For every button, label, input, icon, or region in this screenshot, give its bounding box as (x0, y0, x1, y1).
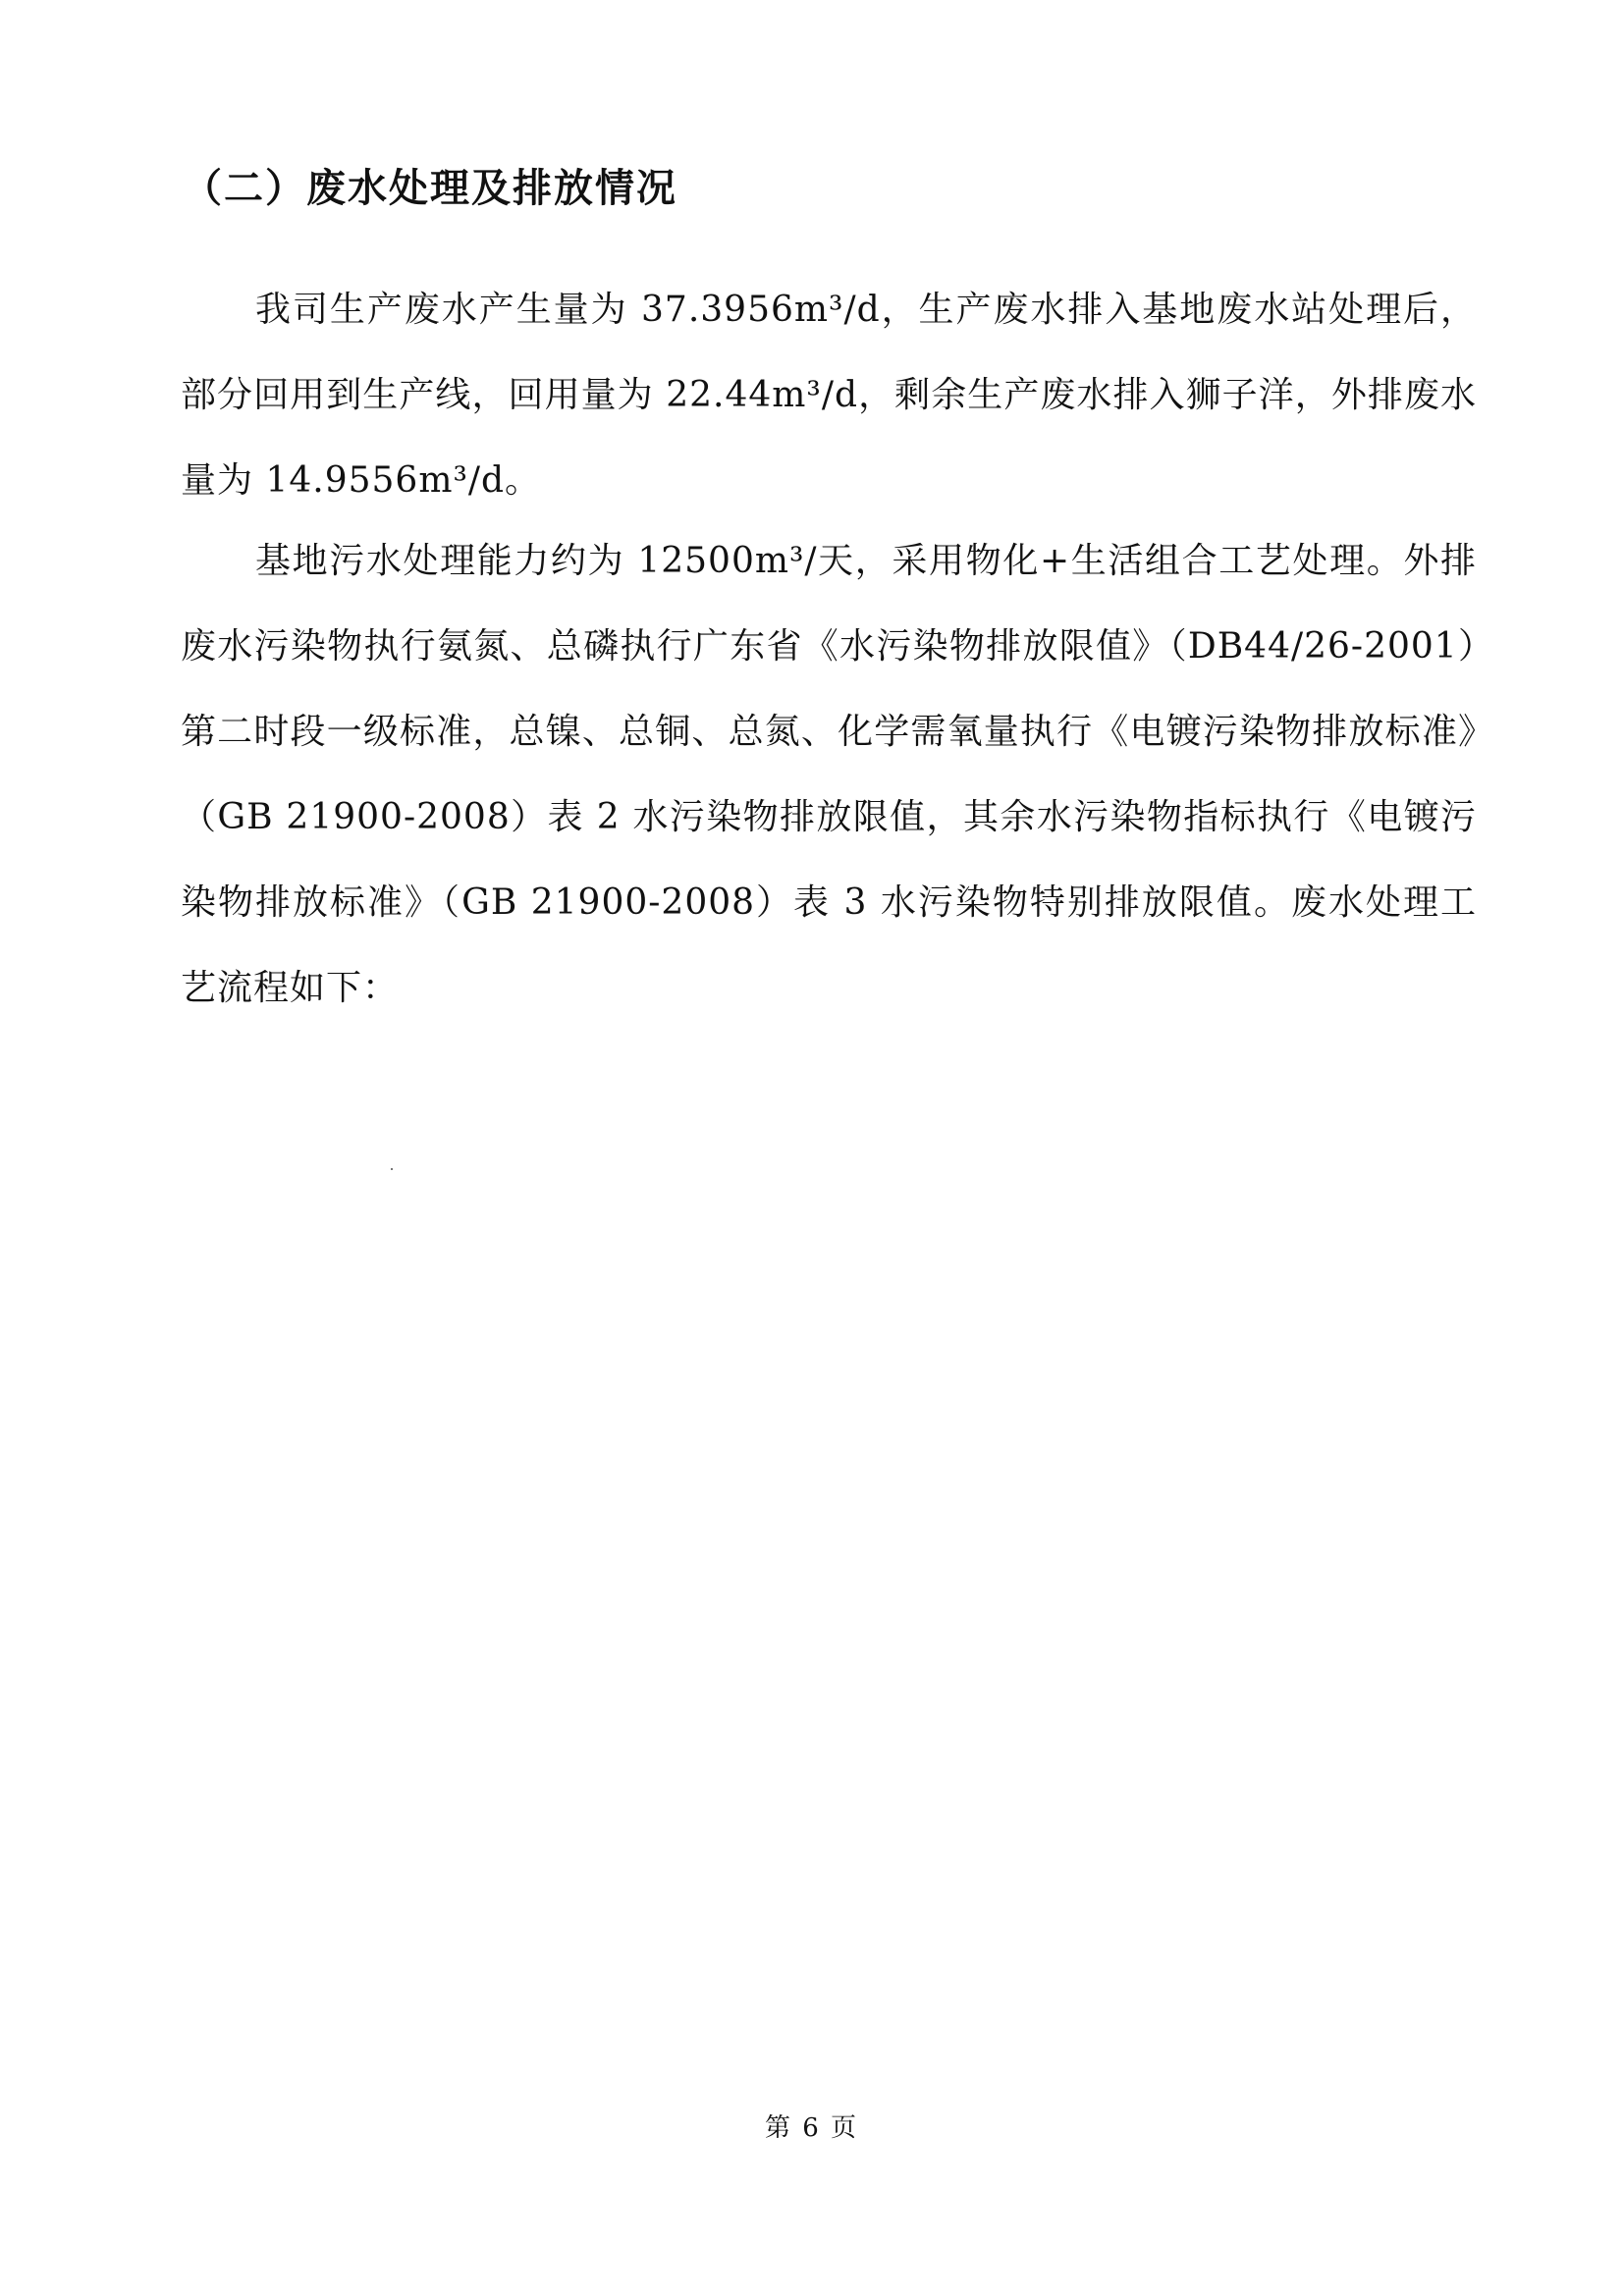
page-number-footer: 第 6 页 (764, 2113, 859, 2143)
scan-speck (391, 1168, 393, 1170)
section-heading: （二）废水处理及排放情况 (183, 166, 677, 211)
paragraph-treatment-standards: 基地污水处理能力约为 12500m³/天，采用物化+生活组合工艺处理。外排废水污染物执行氨氮、总磷执行广东省《水污染物排放限值》（DB44/26-2001）第二时段一级标准，总镍、总铜、总氮、化学需氧量执行《电镀污染物排放标准》（GB 21900-2008）表 2 水污染物排放限值，其余水污染物指标执行《电镀污染物排放标准》（GB 21900-2008）表 3 水污染物特别排放限值。废水处理工艺流程如下： (181, 541, 1477, 1008)
paragraph-wastewater-volume: 我司生产废水产生量为 37.3956m³/d，生产废水排入基地废水站处理后，部分回用到生产线，回用量为 22.44m³/d，剩余生产废水排入狮子洋，外排废水量为 14.9556m³/d。 (181, 290, 1477, 501)
